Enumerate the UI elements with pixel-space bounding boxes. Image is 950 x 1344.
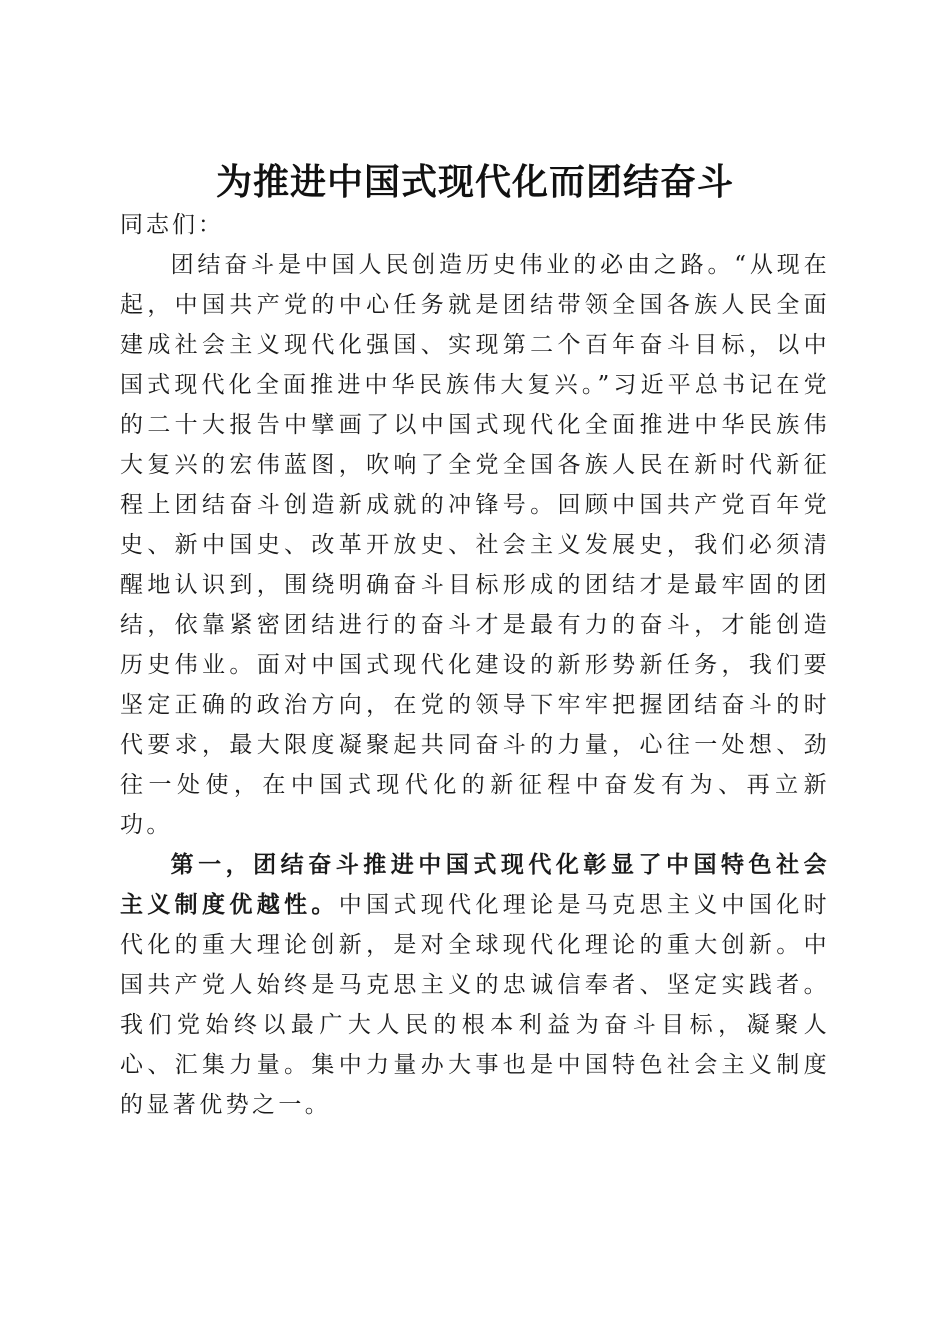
paragraph-text: 团结奋斗是中国人民创造历史伟业的必由之路。“从现在起，中国共产党的中心任务就是团结带领全国各族人民全面建成社会主义现代化强国、实现第二个百年奋斗目标，以中国式现代化全面推进中华民族伟大复兴。”习近平总书记在党的二十大报告中擘画了以中国式现代化全面推进中华民族伟大复兴的宏伟蓝图，吹响了全党全国各族人民在新时代新征程上团结奋斗创造新成就的冲锋号。回顾中国共产党百年党史、新中国史、改革开放史、社会主义发展史，我们必须清醒地认识到，围绕明确奋斗目标形成的团结才是最牢固的团结，依靠紧密团结进行的奋斗才是最有力的奋斗，才能创造历史伟业。面对中国式现代化建设的新形势新任务，我们要坚定正确的政治方向，在党的领导下牢牢把握团结奋斗的时代要求，最大限度凝聚起共同奋斗的力量，心往一处想、劲往一处使，在中国式现代化的新征程中奋发有为、再立新功。 bbox=[120, 252, 830, 838]
document-title: 为推进中国式现代化而团结奋斗 bbox=[215, 161, 734, 204]
document-body bbox=[120, 205, 830, 1125]
paragraph-lead-heading: 第一，团结奋斗推进中国式现代化彰显了中国特色社会主义制度优越性。 bbox=[120, 851, 830, 918]
paragraph-text: 中国式现代化理论是马克思主义中国化时代化的重大理论创新，是对全球现代化理论的重大创新。中国共产党人始终是马克思主义的忠诚信奉者、坚定实践者。我们党始终以最广大人民的根本利益为奋斗目标，凝聚人心、汇集力量。集中力量办大事也是中国特色社会主义制度的显著优势之一。 bbox=[120, 892, 830, 1118]
paragraph-intro bbox=[120, 245, 830, 845]
paragraph-point-one bbox=[120, 845, 830, 1125]
salutation: 同志们： bbox=[120, 212, 224, 238]
